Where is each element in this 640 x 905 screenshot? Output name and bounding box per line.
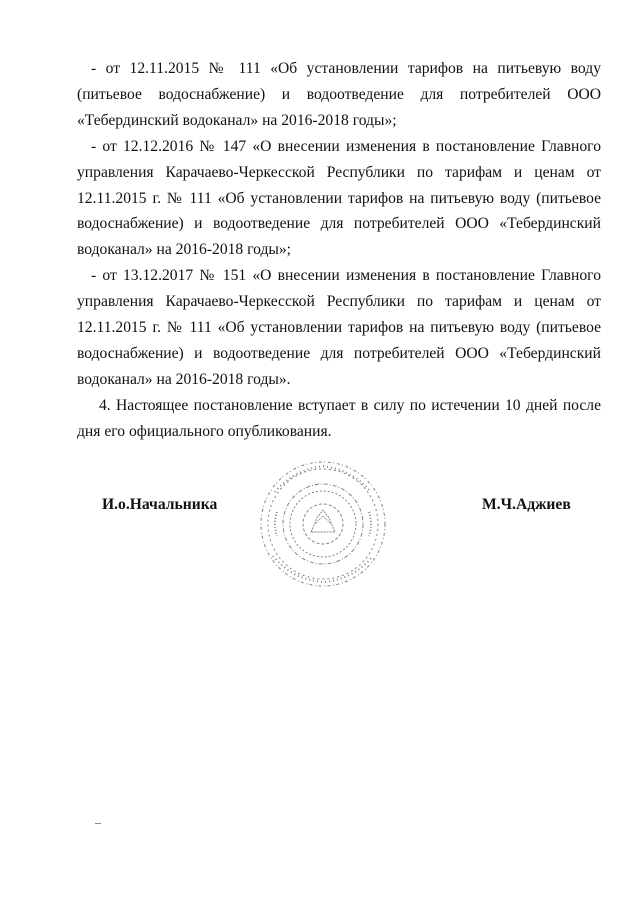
paragraph-resolution-147: - от 12.12.2016 № 147 «О внесении изменения в постановление Главного управления Карачаево-Черкесской Республики по тарифам и ценам от 12.11.2015 г. № 111 «Об установлении тарифов на питьевую воду (питьевое водоснабжение) и водоотведение для потребителей ООО «Тебердинский водоканал» на 2016-2018 годы»; xyxy=(77,137,601,259)
paragraph-resolution-111: - от 12.11.2015 № 111 «Об установлении тарифов на питьевую воду (питьевое водоснабжение) и водоотведение для потребителей ООО «Тебердинский водоканал» на 2016-2018 годы»; xyxy=(77,60,601,129)
signatory-name: М.Ч.Аджиев xyxy=(482,496,571,513)
official-seal-icon xyxy=(253,452,393,592)
paragraph-item-4: 4. Настоящее постановление вступает в силу по истечении 10 дней после дня его официального опубликования. xyxy=(77,396,601,440)
signatory-title: И.о.Начальника xyxy=(102,496,218,513)
paragraph-resolution-151: - от 13.12.2017 № 151 «О внесении изменения в постановление Главного управления Карачаево-Черкесской Республики по тарифам и ценам от 12.11.2015 г. № 111 «Об установлении тарифов на питьевую воду (питьевое водоснабжение) и водоотведение для потребителей ООО «Тебердинский водоканал» на 2016-2018 годы». xyxy=(77,267,601,388)
document-body xyxy=(77,56,601,445)
scan-speck xyxy=(95,823,101,824)
